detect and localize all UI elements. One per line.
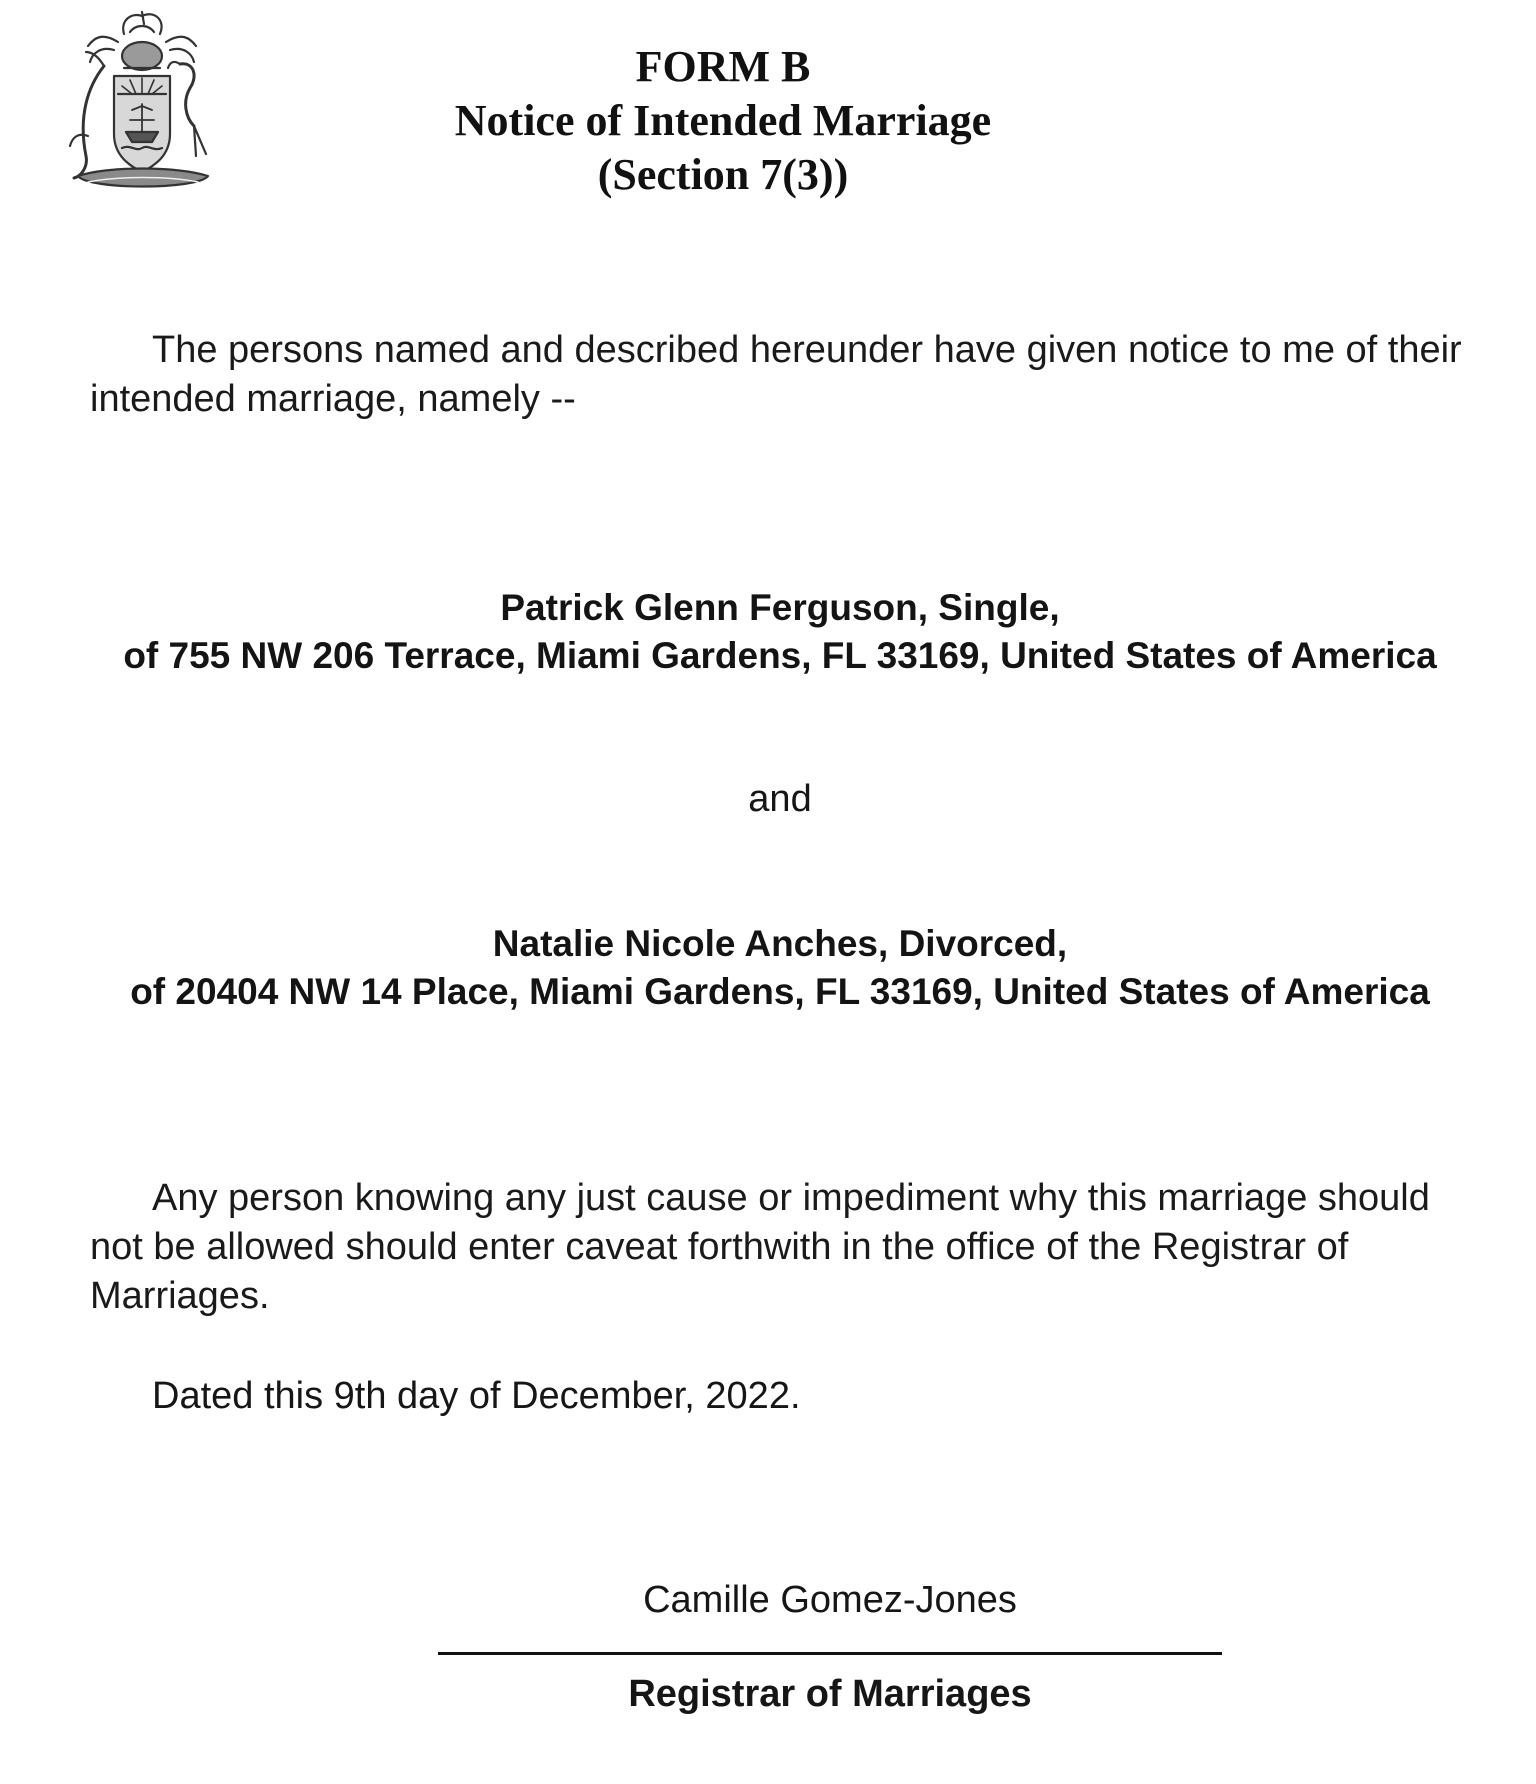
party-2 <box>0 920 1536 1016</box>
party-1-name: Patrick Glenn Ferguson, Single, <box>500 587 1060 628</box>
signer-title: Registrar of Marriages <box>628 1673 1032 1715</box>
intro-paragraph <box>90 326 1470 424</box>
party-1-address: of 755 NW 206 Terrace, Miami Gardens, FL 33169, United States of America <box>123 635 1437 676</box>
caveat-paragraph <box>90 1174 1470 1321</box>
signature-line <box>438 1652 1222 1655</box>
intro-text: The persons named and described hereunder have given notice to me of their intended marriage, namely -- <box>90 329 1462 420</box>
signer-name: Camille Gomez-Jones <box>643 1579 1017 1621</box>
dated-line: Dated this 9th day of December, 2022. <box>152 1375 801 1417</box>
form-header <box>0 40 1446 202</box>
form-section: (Section 7(3)) <box>597 150 849 199</box>
caveat-text: Any person knowing any just cause or impediment why this marriage should not be allowed should enter caveat forthwith in the office of the Registrar of Marriages. <box>90 1177 1430 1317</box>
party-2-name: Natalie Nicole Anches, Divorced, <box>492 923 1068 964</box>
party-2-address: of 20404 NW 14 Place, Miami Gardens, FL 33169, United States of America <box>130 971 1430 1012</box>
party-1 <box>0 584 1536 680</box>
form-subtitle: Notice of Intended Marriage <box>454 96 992 145</box>
conjunction-text: and <box>748 778 812 820</box>
form-title: FORM B <box>635 42 811 91</box>
